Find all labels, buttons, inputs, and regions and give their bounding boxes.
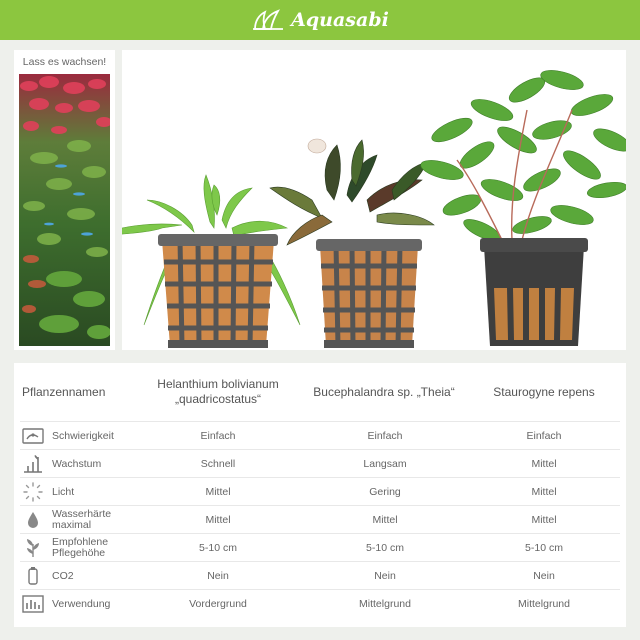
staurogyne-plant-image [419, 67, 626, 245]
table-row-care-height [20, 533, 620, 561]
usage-icon [22, 594, 44, 614]
row-label: Empfohlene Pflegehöhe [52, 536, 109, 559]
row-value: Nein [374, 570, 396, 582]
table-row-usage [20, 589, 620, 617]
header-plant-2: Bucephalandra sp. „Theia“ [313, 384, 455, 399]
table-row-growth [20, 449, 620, 477]
aquarium-photo [19, 74, 110, 346]
row-value: Mittelgrund [518, 598, 570, 610]
plant-basket-2 [316, 239, 422, 348]
row-value: Gering [369, 486, 401, 498]
row-value: Mittel [372, 514, 398, 526]
aquasabi-leaf-icon [251, 7, 285, 33]
row-value: Schnell [200, 458, 236, 470]
row-value: Mittel [531, 486, 557, 498]
row-value: Vordergrund [189, 598, 247, 610]
row-value: Einfach [367, 430, 403, 442]
row-label: Wasserhärte maximal [52, 508, 112, 531]
plant-1-name-line1: Helanthium bolivianum [157, 377, 279, 391]
header-plant-1 [143, 363, 293, 421]
row-value: 5-10 cm [525, 542, 563, 554]
header-bar [0, 0, 640, 40]
light-icon [22, 482, 44, 502]
table-row-co2 [20, 561, 620, 589]
table-row-water-hardness [20, 505, 620, 533]
plant-height-icon [22, 538, 44, 558]
plant-photo-panel [122, 50, 626, 350]
brand-name: Aquasabi [291, 9, 389, 31]
row-value: Mittel [531, 458, 557, 470]
difficulty-icon [22, 426, 44, 446]
row-value: Nein [207, 570, 229, 582]
co2-icon [22, 566, 44, 586]
row-value: 5-10 cm [199, 542, 237, 554]
brand-logo[interactable] [251, 7, 389, 33]
header-plant-names: Pflanzennamen [22, 384, 106, 399]
row-value: 5-10 cm [366, 542, 404, 554]
plant-basket-1 [158, 234, 278, 348]
header-plant-3: Staurogyne repens [493, 384, 595, 399]
row-value: Langsam [363, 458, 407, 470]
bucephalandra-plant-image [270, 139, 434, 245]
sidebar-panel [14, 50, 115, 350]
row-label: Schwierigkeit [52, 429, 114, 442]
water-drop-icon [22, 510, 44, 530]
row-label: Verwendung [52, 597, 111, 610]
row-value: Mittelgrund [359, 598, 411, 610]
sidebar-title: Lass es wachsen! [22, 56, 107, 68]
plant-pot-3 [480, 238, 588, 346]
table-header [14, 363, 626, 421]
plant-1-name-line2: „quadricostatus“ [174, 392, 262, 406]
row-value: Einfach [526, 430, 562, 442]
row-value: Mittel [531, 514, 557, 526]
row-label: CO2 [52, 569, 74, 582]
table-row-difficulty [20, 421, 620, 449]
row-value: Nein [533, 570, 555, 582]
row-value: Einfach [200, 430, 236, 442]
table-row-light [20, 477, 620, 505]
row-label: Wachstum [52, 457, 102, 470]
row-value: Mittel [205, 486, 231, 498]
row-label: Licht [52, 485, 75, 498]
row-value: Mittel [205, 514, 231, 526]
growth-icon [22, 454, 44, 474]
plant-comparison-table [14, 363, 626, 627]
